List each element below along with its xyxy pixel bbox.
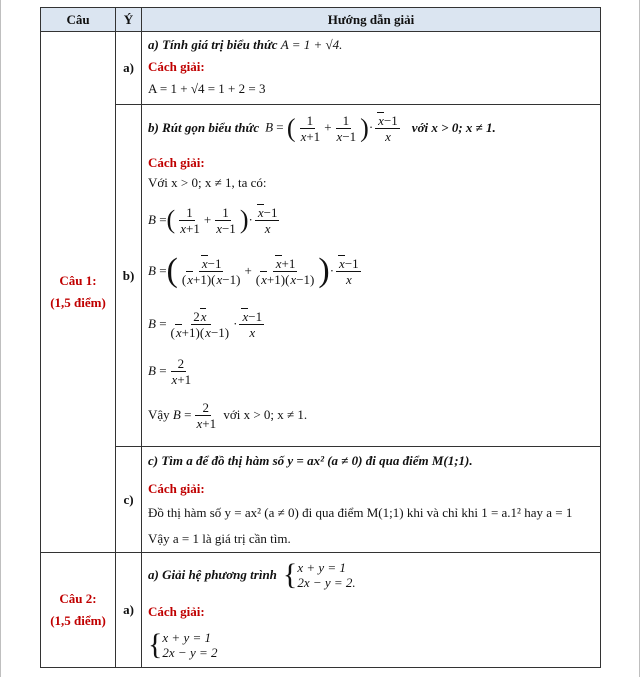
q1b-conclusion-prefix: Vậy — [148, 407, 170, 422]
q2a-method: Cách giải: — [148, 604, 205, 619]
q1-points: (1,5 điểm) — [50, 295, 106, 310]
q2-label: Câu 2: — [59, 591, 97, 606]
q1b-conclusion-suffix: với x > 0; x ≠ 1. — [223, 407, 308, 422]
q1a-content — [142, 32, 601, 105]
q1a-label: a) — [116, 32, 142, 105]
q1b-expr: B = ( $\frac{1}{x+1}$ + $\frac{1}{x-1}$ )· $\frac{x-1}{x}$ — [265, 112, 398, 144]
q2a-eq2: 2x − y = 2 — [297, 575, 353, 590]
q1b-cond: với x > 0; x ≠ 1. — [411, 120, 496, 135]
q1b-step1: B = ( $\frac{1}{x+1}$ + $\frac{1}{x-1}$ ) · $\frac{x-1}{x}$ — [148, 204, 278, 236]
page-edge-left — [0, 0, 1, 677]
q2a-row — [41, 553, 601, 668]
header-guide: Hướng dẫn giải — [142, 8, 601, 32]
q1a-expr: A = 1 + √4. — [280, 37, 343, 52]
q1c-body: Đồ thị hàm số y = ax² (a ≠ 0) đi qua điểm M(1;1) khi và chỉ khi 1 = a.1² hay a = 1 — [148, 505, 573, 520]
q1b-conclusion: Vậy B = $\frac{2}{x+1}$ với x > 0; x ≠ 1. — [148, 399, 308, 431]
q2-points: (1,5 điểm) — [50, 613, 106, 628]
q1-cell — [41, 32, 116, 553]
solution-table — [40, 7, 601, 668]
q2a-sys-eq2: 2x − y = 2 — [162, 645, 218, 660]
q2-cell — [41, 553, 116, 668]
q1b-content — [142, 105, 601, 447]
q1c-row — [41, 447, 601, 553]
q1c-method: Cách giải: — [148, 481, 205, 496]
q1b-row — [41, 105, 601, 447]
header-y: Ý — [116, 8, 142, 32]
q1b-prompt: b) Rút gọn biểu thức — [148, 120, 260, 135]
q2a-prompt: a) Giải hệ phương trình — [148, 567, 277, 582]
q1c-content — [142, 447, 601, 553]
q1b-step2: B = ( $\frac{x-1}{(x+1)(x-1)}$ + $\frac{x+1}{(x+1)(x-1)}$ ) · $\frac{x-1}{x}$ — [148, 252, 359, 289]
q2a-sys-eq1: x + y = 1 — [162, 630, 211, 645]
q1-label: Câu 1: — [59, 273, 97, 288]
q1c-conclusion: Vậy a = 1 là giá trị cần tìm. — [148, 531, 291, 546]
q1a-prompt: a) Tính giá trị biểu thức — [148, 37, 278, 52]
q1b-step4: B = $\frac{2}{x+1}$ — [148, 355, 192, 387]
q1a-method: Cách giải: — [148, 59, 205, 74]
q2a-label: a) — [116, 553, 142, 668]
q1b-label: b) — [116, 105, 142, 447]
q1b-step3: B = $\frac{2x}{(x+1)(x-1)}$ · $\frac{x-1}{x}$ — [148, 308, 263, 340]
q1a-solution: A = 1 + √4 = 1 + 2 = 3 — [148, 81, 266, 96]
q2a-eq1: x + y = 1 — [297, 560, 346, 575]
header-row — [41, 8, 601, 32]
q1a-row — [41, 32, 601, 105]
q1b-method: Cách giải: — [148, 155, 205, 170]
q1c-label: c) — [116, 447, 142, 553]
q1b-intro: Với x > 0; x ≠ 1, ta có: — [148, 175, 267, 190]
header-cau: Câu — [41, 8, 116, 32]
q1c-prompt: c) Tìm a để đồ thị hàm số y = ax² (a ≠ 0) đi qua điểm M(1;1). — [148, 453, 473, 468]
q2a-content: a) Giải hệ phương trình { x + y = 1 2x − y = 2. Cách giải: { x + y = 1 2x − y = 2 — [142, 553, 601, 668]
